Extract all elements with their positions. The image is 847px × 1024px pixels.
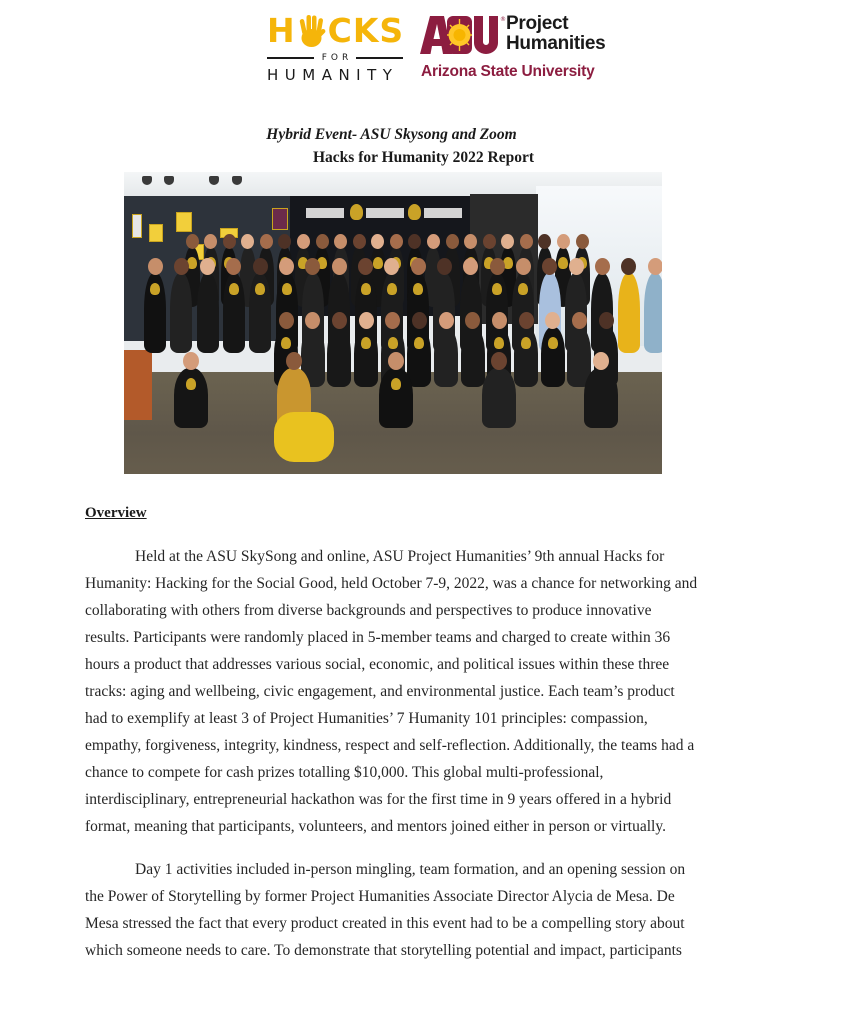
photo-person-head — [519, 312, 534, 329]
hand-icon — [297, 14, 327, 48]
divider — [267, 57, 314, 59]
paragraph-line: results. Participants were randomly placed in 5-member teams and charged to create within 36 — [85, 629, 671, 646]
report-title — [0, 148, 847, 168]
paragraph-line: hours a product that addresses various social, economic, and political issues within these three — [85, 656, 670, 673]
shirt-hand-print — [492, 283, 502, 295]
hacks-for-humanity-logo — [267, 12, 403, 84]
shirt-hand-print — [373, 257, 383, 269]
photo-person-head — [437, 258, 452, 275]
backdrop-hand — [408, 204, 421, 220]
photo-person-head — [491, 352, 507, 370]
paragraph-line: Mesa stressed the fact that every product created in this event had to be a compelling story about — [85, 915, 685, 932]
project-humanities-wordmark — [506, 14, 605, 54]
photo-person-head — [390, 234, 403, 249]
hfh-for-row — [267, 52, 403, 64]
photo-person-yellow-pants — [274, 412, 334, 462]
photo-person — [354, 327, 378, 387]
project-humanities-line2: Humanities — [506, 33, 606, 54]
project-humanities-line1: Project — [506, 13, 569, 34]
group-photo — [124, 172, 662, 474]
photo-person — [174, 368, 208, 428]
photo-person-head — [183, 352, 199, 370]
paragraph-line: Held at the ASU SkySong and online, ASU Project Humanities’ 9th annual Hacks for — [135, 548, 665, 565]
photo-person-head — [576, 234, 589, 249]
shirt-hand-print — [518, 283, 528, 295]
photo-person-head — [253, 258, 268, 275]
photo-person-head — [516, 258, 531, 275]
paragraph-line: tracks: aging and wellbeing, civic engagement, and environmental justice. Each team’s product — [85, 683, 675, 700]
event-subtitle — [0, 125, 847, 145]
photo-person — [197, 273, 219, 353]
photo-person-head — [648, 258, 663, 275]
asu-project-humanities-logo — [420, 14, 615, 84]
overview-heading: Overview — [85, 505, 147, 521]
report-title-text: Hacks for Humanity 2022 Report — [312, 149, 534, 166]
paragraph-line: interdisciplinary, entrepreneurial hackathon was for the first time in 9 years offered in a hybrid — [85, 791, 672, 808]
photo-person-head — [279, 258, 294, 275]
arizona-state-university-text: Arizona State University — [421, 63, 595, 80]
shirt-hand-print — [391, 378, 401, 390]
photo-person-head — [358, 258, 373, 275]
paragraph-line: which someone needs to care. To demonstrate that storytelling potential and impact, participants — [85, 942, 682, 959]
shirt-hand-print — [361, 283, 371, 295]
photo-person — [618, 273, 640, 353]
photo-person-head — [279, 312, 294, 329]
shirt-hand-print — [558, 257, 568, 269]
photo-person-head — [148, 258, 163, 275]
photo-person-head — [464, 234, 477, 249]
photo-person — [170, 273, 192, 353]
backdrop-hand — [350, 204, 363, 220]
divider — [356, 57, 403, 59]
hfh-humanity-text: HUMANITY — [267, 66, 399, 84]
paragraph-line: chance to compete for cash prizes totalling $10,000. This global multi-professional, — [85, 764, 604, 781]
photo-person-head — [334, 234, 347, 249]
shirt-hand-print — [229, 283, 239, 295]
photo-person-head — [483, 234, 496, 249]
photo-person — [407, 327, 431, 387]
trademark-symbol: ® — [500, 16, 506, 23]
wall-frame — [132, 214, 142, 238]
paragraph-line: the Power of Storytelling by former Project Humanities Associate Director Alycia de Mesa. De — [85, 888, 675, 905]
wall-frame — [149, 224, 163, 242]
photo-person-head — [223, 234, 236, 249]
overview-paragraph-1 — [85, 543, 765, 840]
photo-person-head — [359, 312, 374, 329]
wall-frame — [272, 208, 288, 230]
photo-person-head — [186, 234, 199, 249]
photo-person-head — [492, 312, 507, 329]
photo-person-head — [490, 258, 505, 275]
photo-person-head — [174, 258, 189, 275]
photo-person-head — [439, 312, 454, 329]
photo-person-head — [260, 234, 273, 249]
backdrop-asu-badge — [306, 208, 344, 218]
photo-person-head — [569, 258, 584, 275]
paragraph-line: had to exemplify at least 3 of Project Humanities’ 7 Humanity 101 principles: compassion, — [85, 710, 648, 727]
photo-person-head — [332, 258, 347, 275]
photo-person — [584, 368, 618, 428]
shirt-hand-print — [282, 283, 292, 295]
photo-person-head — [316, 234, 329, 249]
shirt-hand-print — [521, 337, 531, 349]
photo-person-head — [204, 234, 217, 249]
shirt-hand-print — [494, 337, 504, 349]
asu-sunburst-logo-icon — [420, 16, 500, 54]
photo-person-head — [412, 312, 427, 329]
photo-person-head — [297, 234, 310, 249]
photo-person-head — [388, 352, 404, 370]
paragraph-line: format, meaning that participants, volunteers, and mentors joined either in person or virtually. — [85, 818, 666, 835]
shirt-hand-print — [414, 337, 424, 349]
photo-person-head — [572, 312, 587, 329]
backdrop-asu-badge — [366, 208, 404, 218]
hfh-letter-h: H — [267, 11, 296, 50]
shirt-hand-print — [255, 283, 265, 295]
photo-person-head — [520, 234, 533, 249]
photo-person-head — [332, 312, 347, 329]
paragraph-line: collaborating with others from diverse backgrounds and perspectives to produce innovative — [85, 602, 652, 619]
photo-person-head — [557, 234, 570, 249]
shirt-hand-print — [361, 337, 371, 349]
photo-person-head — [446, 234, 459, 249]
photo-person-head — [411, 258, 426, 275]
photo-person-head — [427, 234, 440, 249]
shirt-hand-print — [281, 337, 291, 349]
event-subtitle-text: Hybrid Event- ASU Skysong and Zoom — [266, 126, 517, 143]
shirt-hand-print — [548, 337, 558, 349]
photo-person — [434, 327, 458, 387]
wall-frame — [176, 212, 192, 232]
hfh-for-text: FOR — [321, 53, 353, 63]
photo-ottoman — [124, 350, 152, 420]
photo-person — [514, 327, 538, 387]
hfh-wordmark — [267, 12, 404, 48]
photo-person — [327, 327, 351, 387]
photo-person — [482, 368, 516, 428]
shirt-hand-print — [413, 283, 423, 295]
photo-person — [541, 327, 565, 387]
photo-person-head — [286, 352, 302, 370]
shirt-hand-print — [388, 337, 398, 349]
shirt-hand-print — [186, 378, 196, 390]
photo-person — [644, 273, 662, 353]
hfh-letters-cks: CKS — [327, 11, 405, 50]
shirt-hand-print — [387, 283, 397, 295]
overview-paragraph-2 — [85, 856, 765, 964]
paragraph-line: Humanity: Hacking for the Social Good, held October 7-9, 2022, was a chance for networking and — [85, 575, 698, 592]
shirt-hand-print — [150, 283, 160, 295]
photo-person-head — [599, 312, 614, 329]
paragraph-line: empathy, forgiveness, integrity, kindness, respect and self-reflection. Additionally, the teams had a — [85, 737, 695, 754]
photo-person-head — [353, 234, 366, 249]
paragraph-line: Day 1 activities included in-person mingling, team formation, and an opening session on — [135, 861, 686, 878]
backdrop-asu-badge — [424, 208, 462, 218]
photo-person — [461, 327, 485, 387]
photo-person-head — [593, 352, 609, 370]
photo-person — [379, 368, 413, 428]
photo-person-head — [595, 258, 610, 275]
